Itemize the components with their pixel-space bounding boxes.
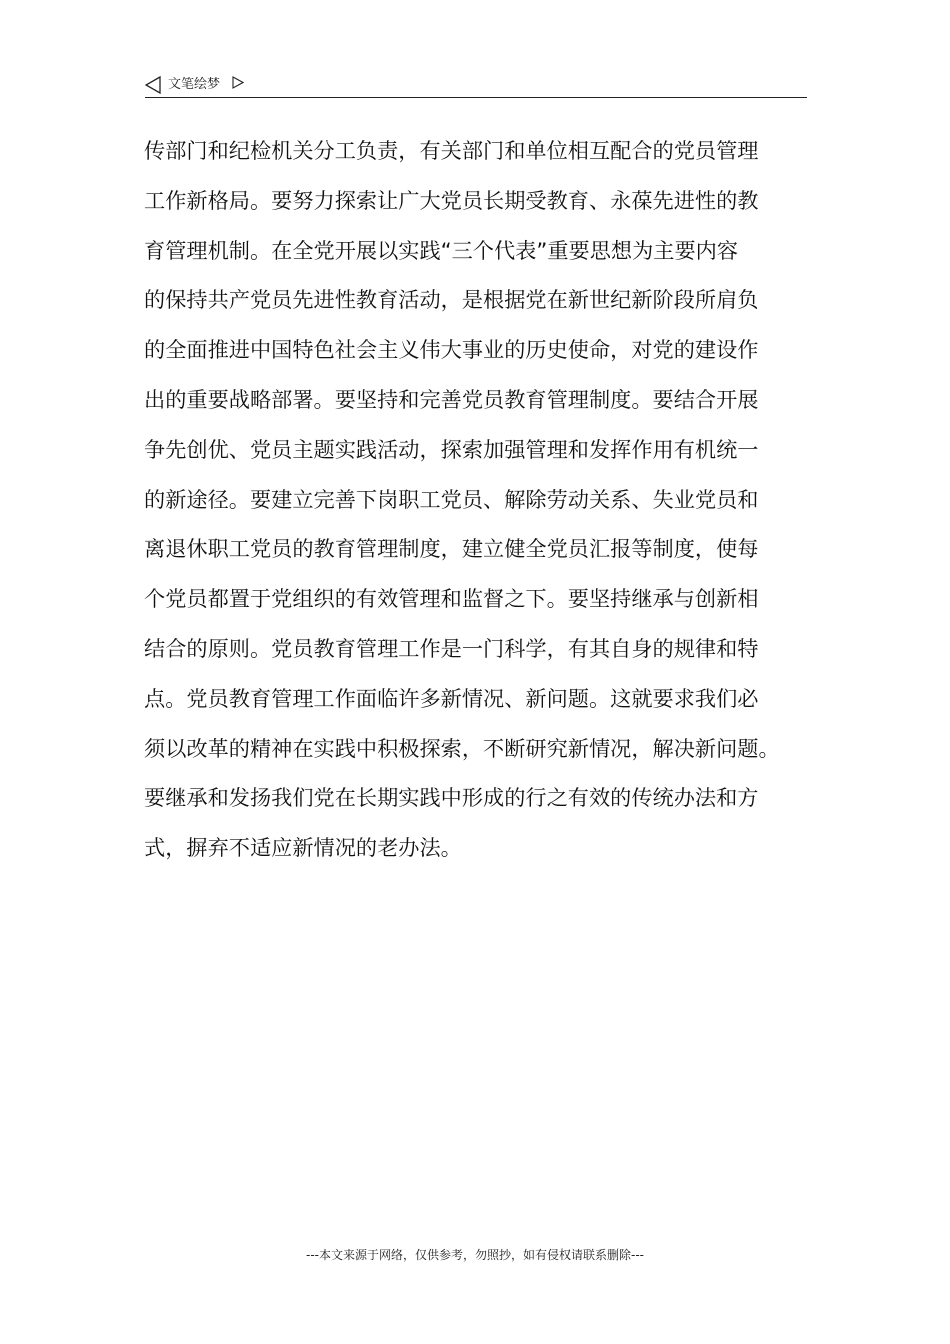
text-line: 离退休职工党员的教育管理制度，建立健全党员汇报等制度，使每 [144,536,759,562]
text-line: 育管理机制。在全党开展以实践“三个代表”重要思想为主要内容 [144,237,739,263]
header-divider [145,97,807,98]
text-line: 结合的原则。党员教育管理工作是一门科学，有其自身的规律和特 [144,635,759,661]
header-title: 文笔绘梦 [168,77,221,92]
page-header [145,74,807,98]
text-line: 须以改革的精神在实践中积极探索，不断研究新情况，解决新问题。 [144,735,780,761]
text-line: 的保持共产党员先进性教育活动，是根据党在新世纪新阶段所肩负 [144,287,759,313]
document-body [144,126,810,873]
text-line: 的全面推进中国特色社会主义伟大事业的历史使命，对党的建设作 [144,337,759,363]
text-line: 点。党员教育管理工作面临许多新情况、新问题。这就要求我们必 [144,685,759,711]
triangle-left-outline-icon [145,76,161,94]
text-line: 争先创优、党员主题实践活动，探索加强管理和发挥作用有机统一 [144,436,759,462]
triangle-right-outline-icon [232,76,244,89]
text-line: 要继承和发扬我们党在长期实践中形成的行之有效的传统办法和方 [144,785,759,811]
text-line: 的新途径。要建立完善下岗职工党员、解除劳动关系、失业党员和 [144,486,759,512]
text-line: 式，摒弃不适应新情况的老办法。 [144,835,462,861]
text-line: 工作新格局。要努力探索让广大党员长期受教育、永葆先进性的教 [144,187,759,213]
text-line: 个党员都置于党组织的有效管理和监督之下。要坚持继承与创新相 [144,586,759,612]
text-line: 出的重要战略部署。要坚持和完善党员教育管理制度。要结合开展 [144,386,759,412]
text-line: 传部门和纪检机关分工负责，有关部门和单位相互配合的党员管理 [144,138,759,163]
footer-disclaimer: ---本文来源于网络，仅供参考，勿照抄，如有侵权请联系删除--- [306,1248,644,1262]
